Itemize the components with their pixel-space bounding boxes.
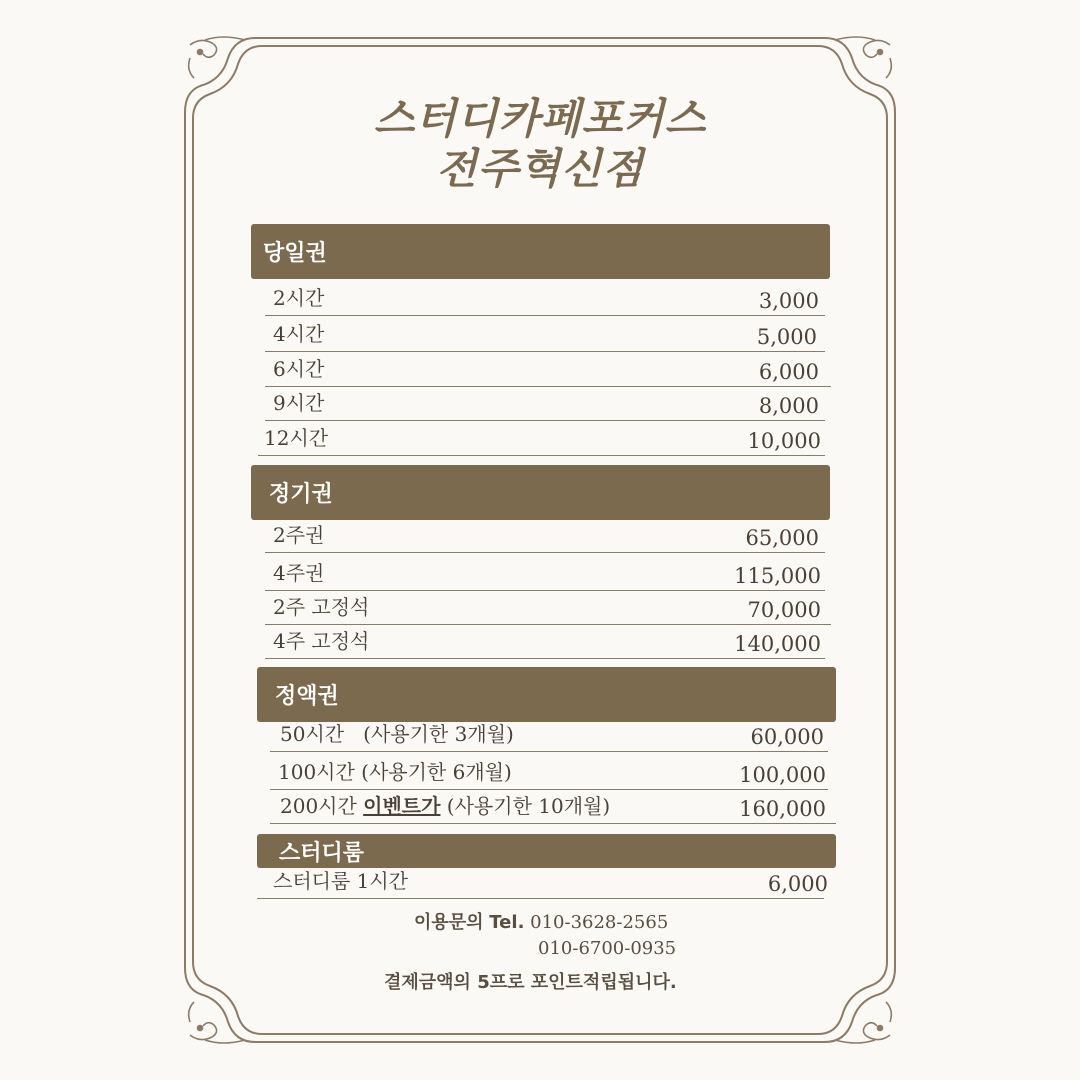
phone-number: 010-3628-2565 bbox=[530, 912, 669, 933]
item-price: 100,000 bbox=[739, 763, 826, 787]
price-row bbox=[270, 756, 828, 790]
page-subtitle: 전주혁신점 bbox=[436, 144, 644, 193]
item-label: 9시간 bbox=[273, 391, 325, 415]
contact-label: 이용문의 bbox=[414, 912, 484, 933]
item-price: 3,000 bbox=[758, 289, 819, 313]
price-row bbox=[265, 520, 825, 553]
contact-line bbox=[414, 908, 668, 934]
price-row bbox=[265, 626, 825, 659]
item-label: 스터디룸 1시간 bbox=[273, 869, 409, 893]
points-notice: 결제금액의 5프로 포인트적립됩니다. bbox=[384, 972, 677, 993]
item-price: 160,000 bbox=[739, 797, 826, 821]
section-header-daily: 당일권 bbox=[251, 224, 830, 279]
section-header-subscription: 정기권 bbox=[251, 465, 830, 520]
item-label: 4주권 bbox=[273, 561, 325, 585]
item-price: 10,000 bbox=[747, 429, 821, 453]
phone-number-2: 010-6700-0935 bbox=[538, 938, 677, 959]
item-label: 100시간 (사용기한 6개월) bbox=[278, 760, 512, 784]
item-label: 200시간 이벤트가 (사용기한 10개월) bbox=[280, 794, 611, 818]
item-label: 50시간 (사용기한 3개월) bbox=[280, 722, 514, 746]
tel-label: Tel. bbox=[489, 912, 525, 933]
price-row bbox=[265, 592, 831, 625]
item-label: 2시간 bbox=[273, 286, 325, 310]
item-label: 2주권 bbox=[273, 523, 325, 547]
item-label: 4시간 bbox=[273, 322, 325, 346]
item-price: 6,000 bbox=[758, 360, 819, 384]
item-price: 8,000 bbox=[758, 394, 819, 418]
price-row bbox=[265, 354, 831, 387]
price-row bbox=[257, 866, 828, 899]
price-row bbox=[270, 790, 836, 824]
page-title: 스터디카페포커스 bbox=[373, 94, 707, 143]
item-price: 115,000 bbox=[734, 564, 821, 588]
event-badge: 이벤트가 bbox=[363, 794, 441, 818]
section-header-prepaid: 정액권 bbox=[257, 667, 836, 722]
item-price: 6,000 bbox=[767, 872, 828, 896]
item-price: 65,000 bbox=[745, 526, 819, 550]
price-row bbox=[270, 718, 828, 752]
section-header-study-room: 스터디룸 bbox=[257, 834, 836, 868]
item-label: 6시간 bbox=[273, 357, 325, 381]
price-row bbox=[265, 556, 825, 591]
price-row bbox=[265, 318, 825, 352]
item-label: 12시간 bbox=[264, 426, 329, 450]
price-row bbox=[265, 282, 825, 316]
price-row bbox=[258, 422, 825, 456]
item-price: 70,000 bbox=[747, 598, 821, 622]
item-label: 2주 고정석 bbox=[273, 595, 370, 619]
item-label: 4주 고정석 bbox=[273, 629, 370, 653]
item-price: 140,000 bbox=[734, 632, 821, 656]
price-row bbox=[265, 388, 825, 421]
item-price: 60,000 bbox=[750, 725, 824, 749]
item-price: 5,000 bbox=[756, 325, 817, 349]
